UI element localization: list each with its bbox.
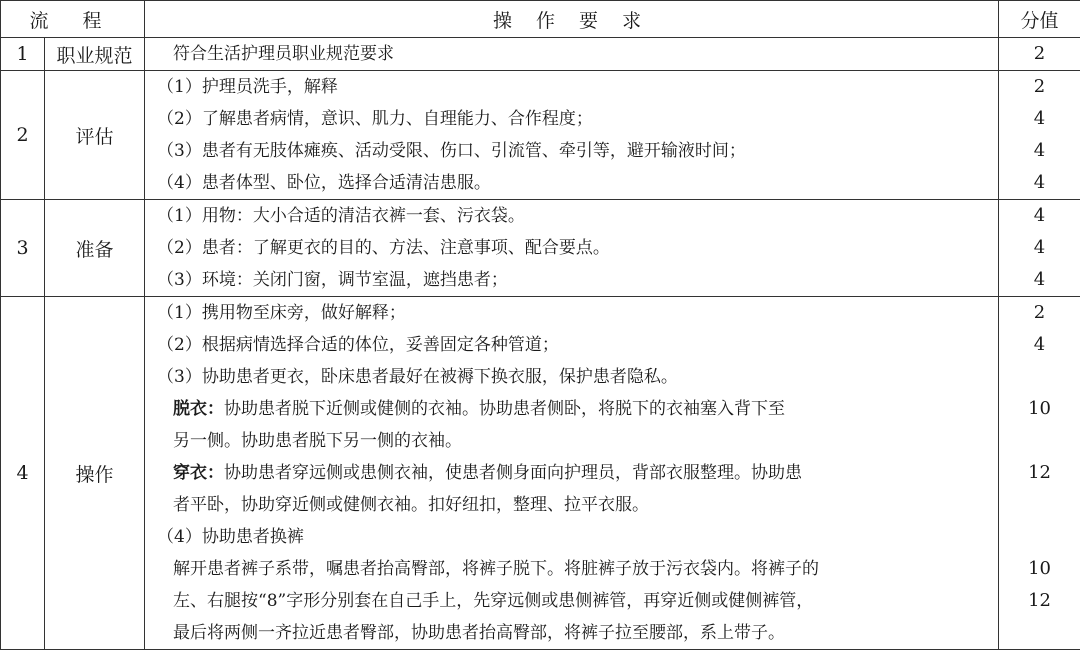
score-value: 4	[999, 264, 1080, 296]
step-number: 3	[1, 200, 45, 297]
requirement-line: （1）用物：大小合适的清洁衣裤一套、污衣袋。	[157, 200, 998, 232]
score-value: 2	[999, 71, 1080, 103]
step-requirements	[145, 200, 999, 297]
header-row	[1, 1, 1080, 38]
step-scores	[999, 297, 1080, 650]
table-row	[1, 71, 1080, 200]
header-process: 流 程	[1, 1, 145, 38]
requirement-line: 解开患者裤子系带，嘱患者抬高臀部，将裤子脱下。将脏裤子放于污衣袋内。将裤子的	[157, 553, 998, 585]
requirement-line	[157, 393, 998, 425]
score-value: 12	[999, 457, 1080, 489]
section-text: 协助患者穿远侧或患侧衣袖，使患者侧身面向护理员，背部衣服整理。协助患	[224, 463, 802, 483]
table-row	[1, 200, 1080, 297]
step-name: 操作	[45, 297, 145, 650]
step-requirements	[145, 297, 999, 650]
score-value	[999, 521, 1080, 553]
score-value: 4	[999, 103, 1080, 135]
header-requirements: 操 作 要 求	[145, 1, 999, 38]
requirement-line: （4）协助患者换裤	[157, 521, 998, 553]
score-value: 2	[999, 297, 1080, 329]
header-score: 分值	[999, 1, 1080, 38]
table-body	[1, 38, 1080, 650]
requirement-line: （2）了解患者病情，意识、肌力、自理能力、合作程度；	[157, 103, 998, 135]
requirement-line: 者平卧，协助穿近侧或健侧衣袖。扣好纽扣，整理、拉平衣服。	[157, 489, 998, 521]
step-scores	[999, 200, 1080, 297]
score-value: 4	[999, 135, 1080, 167]
score-value: 4	[999, 329, 1080, 361]
section-text: 协助患者脱下近侧或健侧的衣袖。协助患者侧卧，将脱下的衣袖塞入背下至	[224, 399, 785, 419]
requirement-line: 最后将两侧一齐拉近患者臀部，协助患者抬高臀部，将裤子拉至腰部，系上带子。	[157, 617, 998, 649]
requirement-line: （1）携用物至床旁，做好解释；	[157, 297, 998, 329]
step-name: 职业规范	[45, 38, 145, 71]
score-value: 4	[999, 232, 1080, 264]
requirement-line: （1）护理员洗手，解释	[157, 71, 998, 103]
score-value: 12	[999, 585, 1080, 617]
score-value: 10	[999, 553, 1080, 585]
score-value: 10	[999, 393, 1080, 425]
score-value: 2	[999, 38, 1080, 70]
step-scores	[999, 71, 1080, 200]
requirement-line: （3）环境：关闭门窗，调节室温，遮挡患者；	[157, 264, 998, 296]
requirement-line: （3）患者有无肢体瘫痪、活动受限、伤口、引流管、牵引等，避开输液时间；	[157, 135, 998, 167]
score-value	[999, 617, 1080, 649]
step-number: 4	[1, 297, 45, 650]
section-tag: 穿衣：	[173, 463, 224, 483]
score-value	[999, 361, 1080, 393]
requirement-line: （3）协助患者更衣，卧床患者最好在被褥下换衣服，保护患者隐私。	[157, 361, 998, 393]
step-name: 评估	[45, 71, 145, 200]
table-row	[1, 297, 1080, 650]
step-scores	[999, 38, 1080, 71]
table-row	[1, 38, 1080, 71]
score-value	[999, 489, 1080, 521]
step-name: 准备	[45, 200, 145, 297]
score-value	[999, 425, 1080, 457]
requirement-line: （2）根据病情选择合适的体位，妥善固定各种管道；	[157, 329, 998, 361]
requirement-line: 左、右腿按“8”字形分别套在自己手上，先穿远侧或患侧裤管，再穿近侧或健侧裤管，	[157, 585, 998, 617]
score-value: 4	[999, 200, 1080, 232]
requirement-line: （4）患者体型、卧位，选择合适清洁患服。	[157, 167, 998, 199]
step-number: 1	[1, 38, 45, 71]
requirement-line: （2）患者：了解更衣的目的、方法、注意事项、配合要点。	[157, 232, 998, 264]
step-number: 2	[1, 71, 45, 200]
step-requirements	[145, 38, 999, 71]
requirement-line	[157, 457, 998, 489]
requirement-line: 符合生活护理员职业规范要求	[157, 38, 998, 70]
section-tag: 脱衣：	[173, 399, 224, 419]
score-value: 4	[999, 167, 1080, 199]
requirement-line: 另一侧。协助患者脱下另一侧的衣袖。	[157, 425, 998, 457]
step-requirements	[145, 71, 999, 200]
